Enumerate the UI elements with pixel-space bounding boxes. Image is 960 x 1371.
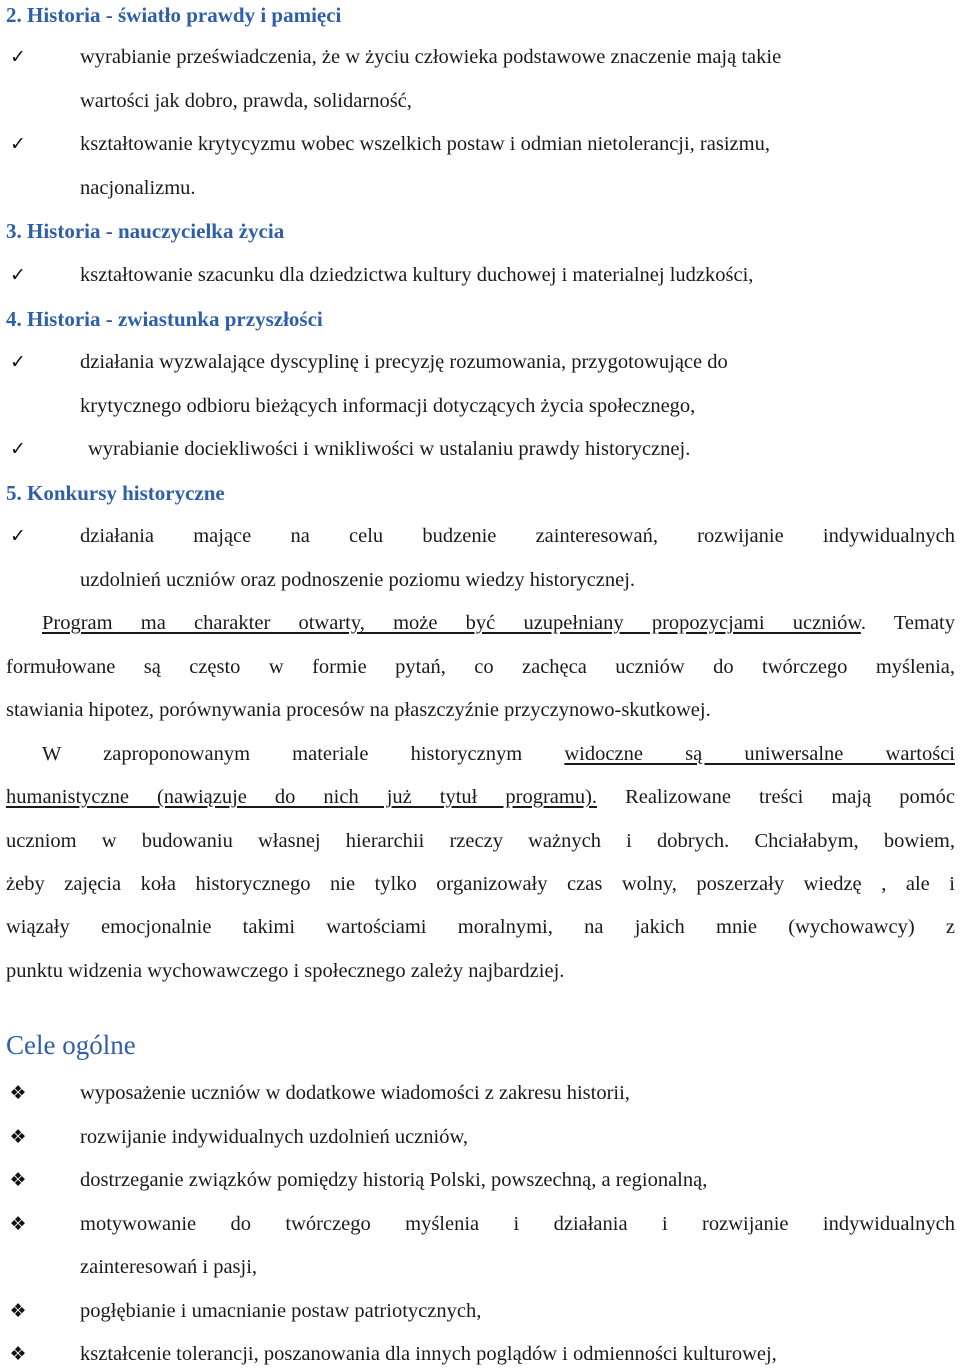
paragraph-line: wiązały emocjonalnie takimi wartościami moralnymi, na jakich mnie (wychowawcy) z [6,916,955,938]
check-icon: ✓ [10,351,26,373]
paragraph-line [42,740,955,768]
underlined-text: humanistyczne (nawiązuje do nich już tytuł programu). [6,786,598,808]
paragraph-text: W zaproponowanym materiale historycznym [42,743,565,765]
check-icon: ✓ [10,46,26,68]
paragraph-line [6,783,955,811]
list-item-text: rozwijanie indywidualnych uzdolnień uczniów, [80,1126,469,1148]
four-diamond-bullet-icon: ❖ [9,1126,27,1148]
paragraph-text: . Tematy [860,612,956,634]
paragraph-line: formułowane są często w formie pytań, co zachęca uczniów do twórczego myślenia, [6,656,955,678]
list-item-text: wyrabianie przeświadczenia, że w życiu człowieka podstawowe znaczenie mają takie [80,46,782,68]
list-item-text: krytycznego odbioru bieżących informacji dotyczących życia społecznego, [80,395,696,417]
four-diamond-bullet-icon: ❖ [9,1343,27,1365]
paragraph-line: punktu widzenia wychowawczego i społecznego zależy najbardziej. [6,960,565,982]
list-item-text: dostrzeganie związków pomiędzy historią Polski, powszechną, a regionalną, [80,1169,708,1191]
paragraph-line: uczniom w budowaniu własnej hierarchii rzeczy ważnych i dobrych. Chciałabym, bowiem, [6,830,955,852]
section-heading-3: 3. Historia - nauczycielka życia [6,219,285,243]
section-title-cele: Cele ogólne [6,1030,136,1060]
four-diamond-bullet-icon: ❖ [9,1213,27,1235]
paragraph-line [42,609,955,637]
list-item-text: działania wyzwalające dyscyplinę i precyzję rozumowania, przygotowujące do [80,351,728,373]
list-item-text: wartości jak dobro, prawda, solidarność, [80,90,412,112]
paragraph-text: Realizowane treści mają pomóc [597,786,955,808]
check-icon: ✓ [10,264,26,286]
list-item-text: kształtowanie krytycyzmu wobec wszelkich postaw i odmian nietolerancji, rasizmu, [80,133,770,155]
list-item-text: uzdolnień uczniów oraz podnoszenie poziomu wiedzy historycznej. [80,569,636,591]
check-icon: ✓ [10,438,26,460]
underlined-text: Program ma charakter otwarty, może być uzupełniany propozycjami uczniów [42,612,861,634]
section-heading-2: 2. Historia - światło prawdy i pamięci [6,3,342,27]
four-diamond-bullet-icon: ❖ [9,1169,27,1191]
paragraph-line: żeby zajęcia koła historycznego nie tylko organizowały czas wolny, poszerzały wiedzę , ale i [6,873,955,895]
underlined-text: widoczne są uniwersalne wartości [564,743,955,765]
check-icon: ✓ [10,133,26,155]
four-diamond-bullet-icon: ❖ [9,1300,27,1322]
paragraph-line: stawiania hipotez, porównywania procesów na płaszczyźnie przyczynowo-skutkowej. [6,699,711,721]
list-item-text: wyrabianie dociekliwości i wnikliwości w ustalaniu prawdy historycznej. [88,438,691,460]
list-item-text: kształtowanie szacunku dla dziedzictwa kultury duchowej i materialnej ludzkości, [80,264,754,286]
list-item-text: działania mające na celu budzenie zainteresowań, rozwijanie indywidualnych [80,525,955,547]
list-item-text: nacjonalizmu. [80,177,196,199]
list-item-text: kształcenie tolerancji, poszanowania dla innych poglądów i odmienności kulturowej, [80,1343,777,1365]
section-heading-5: 5. Konkursy historyczne [6,481,225,505]
list-item-text: motywowanie do twórczego myślenia i działania i rozwijanie indywidualnych [80,1213,955,1235]
list-item-text: zainteresowań i pasji, [80,1256,258,1278]
list-item-text: pogłębianie i umacnianie postaw patriotycznych, [80,1300,482,1322]
section-heading-4: 4. Historia - zwiastunka przyszłości [6,307,323,331]
list-item-text: wyposażenie uczniów w dodatkowe wiadomości z zakresu historii, [80,1082,630,1104]
four-diamond-bullet-icon: ❖ [9,1082,27,1104]
check-icon: ✓ [10,525,26,547]
